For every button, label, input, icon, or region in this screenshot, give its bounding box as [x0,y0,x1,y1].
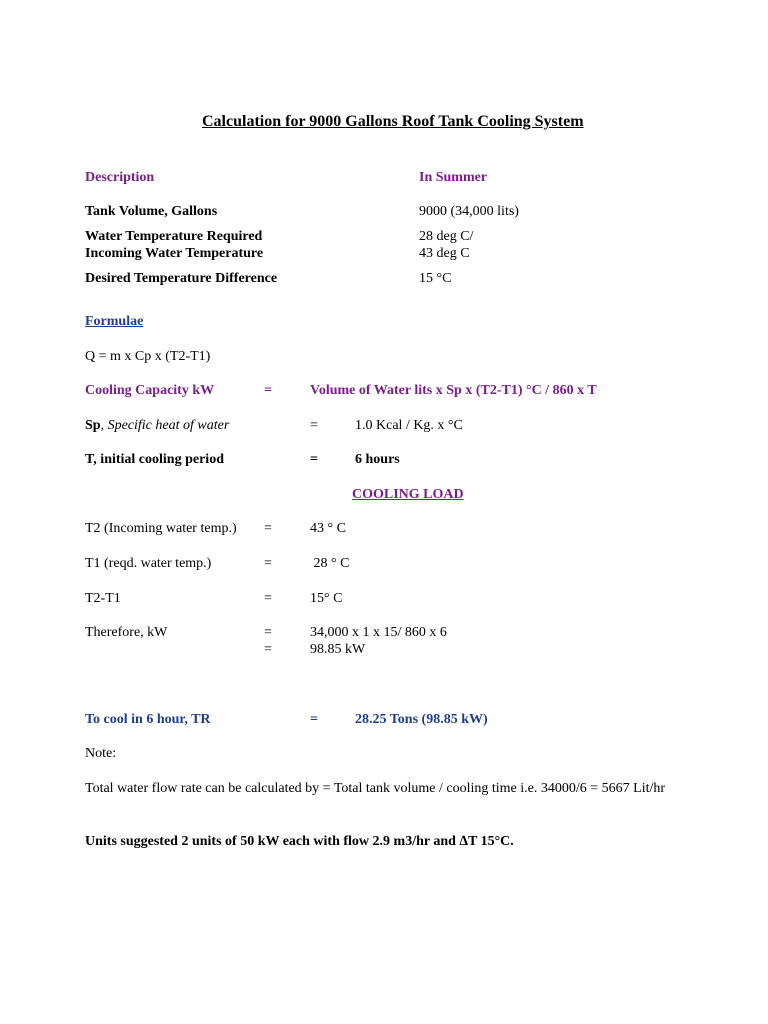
sp-label-symbol: Sp [85,418,101,433]
q-equation: Q = m x Cp x (T2-T1) [85,349,211,364]
spec-label-incoming-water-temp: Incoming Water Temperature [85,246,264,261]
t2-t1-label: T2-T1 [85,591,121,606]
spec-value-tank-volume: 9000 (34,000 lits) [419,204,519,219]
therefore-expression: 34,000 x 1 x 15/ 860 x 6 [310,625,447,640]
sp-label [85,417,229,434]
t2-t1-value: 15° C [310,591,343,606]
season-header: In Summer [419,170,488,185]
spec-value-temp-difference: 15 °C [419,271,452,286]
spec-label-tank-volume: Tank Volume, Gallons [85,204,218,219]
cooling-capacity-label: Cooling Capacity kW [85,383,215,398]
note-heading: Note: [85,746,117,761]
t1-label: T1 (reqd. water temp.) [85,556,212,571]
therefore-label: Therefore, kW [85,625,168,640]
t2-t1-equals: = [264,591,272,606]
sp-equals: = [310,418,318,433]
cooling-load-heading: COOLING LOAD [352,487,464,502]
sp-label-description: Specific heat of water [107,418,230,433]
t2-label: T2 (Incoming water temp.) [85,521,237,536]
note-text: Total water flow rate can be calculated by = Total tank volume / cooling time i.e. 34000/6 = 5667 Lit/hr [85,781,666,796]
formulae-heading: Formulae [85,314,144,329]
spec-label-temp-difference: Desired Temperature Difference [85,271,278,286]
t1-value: 28 ° C [310,556,350,571]
t2-value: 43 ° C [310,521,346,536]
units-suggestion: Units suggested 2 units of 50 kW each with flow 2.9 m3/hr and ∆T 15°C. [85,834,514,849]
cooling-capacity-equals: = [264,383,272,398]
spec-label-water-temp-required: Water Temperature Required [85,229,263,244]
sp-value: 1.0 Kcal / Kg. x °C [355,418,463,433]
result-label: To cool in 6 hour, TR [85,712,211,727]
description-header: Description [85,170,155,185]
spec-value-incoming-water-temp: 43 deg C [419,246,470,261]
t-value: 6 hours [355,452,400,467]
page-title: Calculation for 9000 Gallons Roof Tank Cooling System [202,113,584,130]
cooling-capacity-expression: Volume of Water lits x Sp x (T2-T1) °C / 860 x T [310,383,597,398]
t2-equals: = [264,521,272,536]
t-equals: = [310,452,318,467]
sp-label-separator: , [100,418,108,433]
therefore-result: 98.85 kW [310,642,366,657]
therefore-equals-2: = [264,642,272,657]
spec-value-water-temp-required: 28 deg C/ [419,229,474,244]
result-value: 28.25 Tons (98.85 kW) [355,712,488,727]
therefore-equals-1: = [264,625,272,640]
result-equals: = [310,712,318,727]
t-label: T, initial cooling period [85,452,224,467]
t1-equals: = [264,556,272,571]
